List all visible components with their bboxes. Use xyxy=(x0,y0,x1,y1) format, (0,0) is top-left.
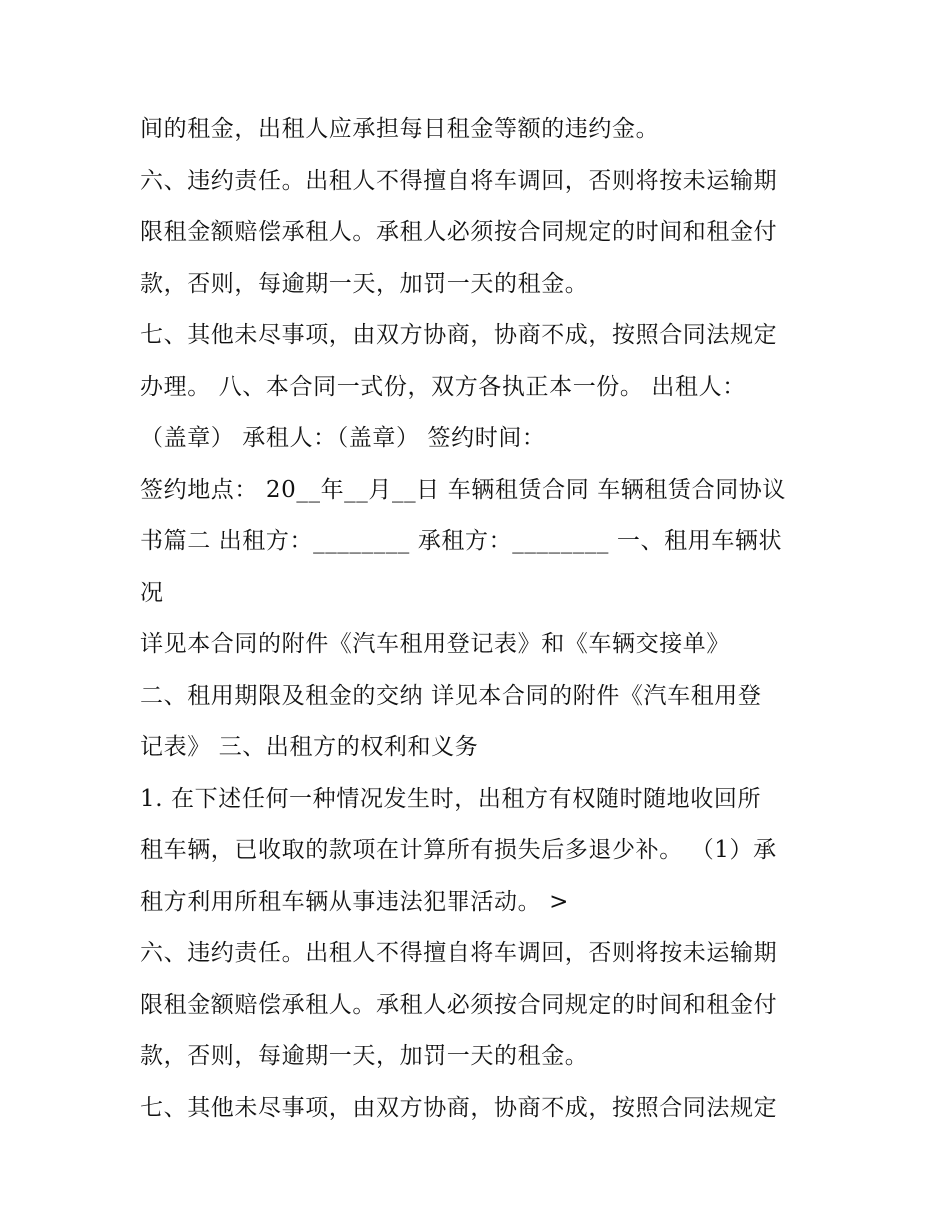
text-line: 1. 在下述任何一种情况发生时，出租方有权随时随地收回所 xyxy=(140,785,762,812)
text-line: 书篇二 出租方：________ 承租方：________ 一、租用车辆状 xyxy=(140,528,783,554)
text-line: 六、违约责任。出租人不得擅自将车调回，否则将按未运输期 xyxy=(140,167,778,194)
text-line: 款，否则，每逾期一天，加罚一天的租金。 xyxy=(140,1043,589,1069)
text-line: 详见本合同的附件《汽车租用登记表》和《车辆交接单》 xyxy=(140,631,730,657)
text-line: 租车辆，已收取的款项在计算所有损失后多退少补。 （1）承 xyxy=(140,837,777,863)
text-line: 限租金额赔偿承租人。承租人必须按合同规定的时间和租金付 xyxy=(140,219,778,245)
text-line: 二、租用期限及租金的交纳 详见本合同的附件《汽车租用登 xyxy=(140,682,762,709)
text-line: 限租金额赔偿承租人。承租人必须按合同规定的时间和租金付 xyxy=(140,991,778,1018)
text-line: 办理。 八、本合同一式份，双方各执正本一份。 出租人： xyxy=(140,373,746,400)
text-line: 七、其他未尽事项，由双方协商，协商不成，按照合同法规定 xyxy=(140,322,778,348)
text-line: 签约地点： 20__年__月__日 车辆租赁合同 车辆租赁合同协议 xyxy=(140,476,786,503)
text-line: 六、违约责任。出租人不得擅自将车调回，否则将按未运输期 xyxy=(140,940,778,966)
text-line: 间的租金，出租人应承担每日租金等额的违约金。 xyxy=(140,116,660,142)
text-line: 租方利用所租车辆从事违法犯罪活动。 > xyxy=(140,888,569,915)
document-body xyxy=(140,104,820,1134)
text-line: （盖章） 承租人：（盖章） 签约时间： xyxy=(140,425,546,451)
text-line: 况 xyxy=(140,579,164,606)
text-line: 款，否则，每逾期一天，加罚一天的租金。 xyxy=(140,270,589,297)
text-line: 七、其他未尽事项，由双方协商，协商不成，按照合同法规定 xyxy=(140,1094,778,1121)
text-line: 记表》 三、出租方的权利和义务 xyxy=(140,734,479,760)
